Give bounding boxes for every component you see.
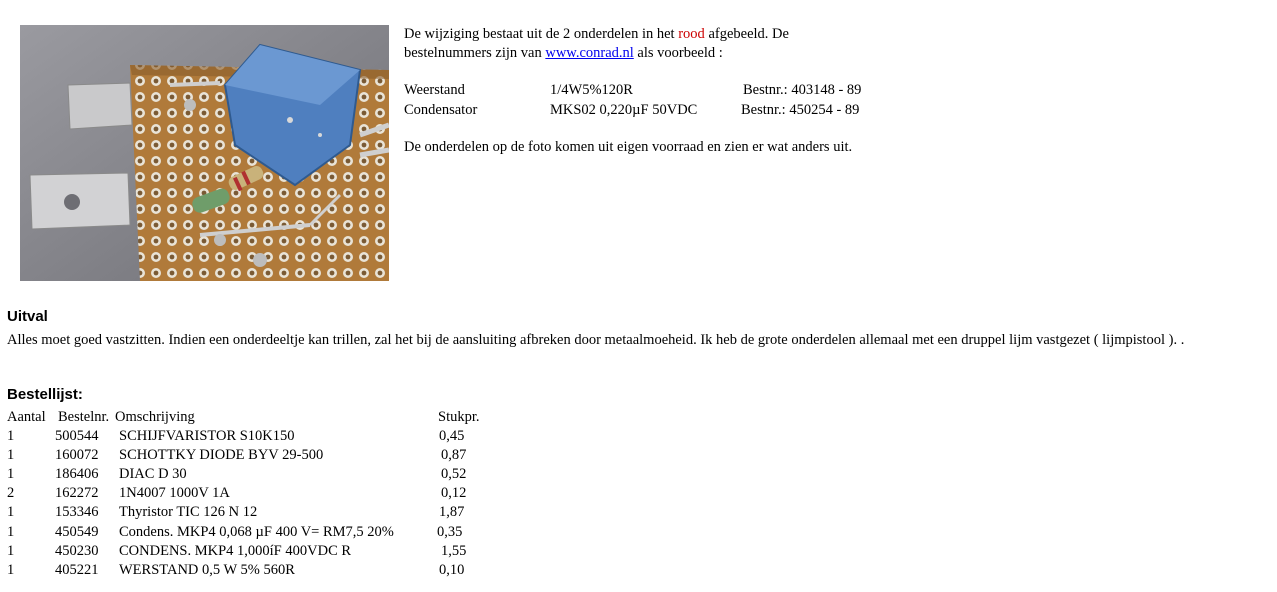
cell-aantal: 1 (7, 504, 15, 521)
bestellijst-heading: Bestellijst: (7, 386, 83, 403)
table-row (7, 562, 527, 581)
highlight-red: rood (678, 26, 705, 42)
cell-aantal: 2 (7, 485, 15, 502)
bestellijst-table (7, 409, 527, 581)
part-name: Condensator (404, 101, 478, 118)
uitval-text: Alles moet goed vastzitten. Indien een onderdeeltje kan trillen, zal het bij de aansluiting afbreken door metaalmoeheid. Ik heb de grote onderdelen allemaal met een druppel lijm vastgezet ( lijmpistool ). . (7, 332, 1185, 348)
table-row (7, 504, 527, 523)
cell-bestelnr: 162272 (55, 485, 99, 502)
cell-aantal: 1 (7, 466, 15, 483)
cell-omschrijving: WERSTAND 0,5 W 5% 560R (119, 561, 295, 578)
cell-aantal: 1 (7, 561, 15, 578)
parts-list (404, 81, 924, 120)
column-header-stukpr: Stukpr. (438, 409, 480, 425)
cell-bestelnr: 500544 (55, 428, 99, 445)
intro-text (404, 25, 1004, 63)
cell-stukpr: 1,87 (439, 504, 465, 521)
cell-aantal: 1 (7, 523, 15, 540)
part-name: Weerstand (404, 82, 465, 98)
cell-aantal: 1 (7, 428, 15, 445)
column-header-omschrijving: Omschrijving (115, 409, 195, 425)
table-row (7, 485, 527, 504)
uitval-heading: Uitval (7, 308, 48, 325)
part-spec: MKS02 0,220µF 50VDC (550, 101, 698, 118)
cell-stukpr: 0,52 (441, 466, 467, 483)
cell-omschrijving: Condens. MKP4 0,068 µF 400 V= RM7,5 20% (119, 523, 394, 540)
column-header-aantal: Aantal (7, 409, 46, 425)
table-row (7, 524, 527, 543)
table-row (7, 428, 527, 447)
table-row (7, 543, 527, 562)
cell-stukpr: 0,45 (439, 428, 465, 445)
photo-note: De onderdelen op de foto komen uit eigen voorraad en zien er wat anders uit. (404, 139, 853, 155)
parts-row (404, 81, 924, 101)
cell-aantal: 1 (7, 542, 15, 559)
parts-row (404, 101, 924, 121)
conrad-link[interactable]: www.conrad.nl (545, 45, 634, 61)
table-row (7, 447, 527, 466)
intro-text-part: als voorbeeld : (633, 45, 723, 61)
cell-stukpr: 0,87 (441, 447, 467, 464)
cell-bestelnr: 160072 (55, 447, 99, 464)
cell-aantal: 1 (7, 447, 15, 464)
circuit-board-photo (20, 25, 389, 281)
cell-omschrijving: Thyristor TIC 126 N 12 (119, 504, 258, 521)
part-order-number: Bestnr.: 450254 - 89 (741, 101, 860, 118)
intro-text-part: De wijziging bestaat uit de 2 onderdelen in het (404, 26, 679, 42)
intro-text-part: afgebeeld. De (704, 26, 789, 42)
cell-bestelnr: 186406 (55, 466, 99, 483)
cell-omschrijving: 1N4007 1000V 1A (119, 485, 230, 502)
intro-text-part: bestelnummers zijn van (404, 45, 546, 61)
cell-stukpr: 0,12 (441, 485, 467, 502)
intro-line-1 (404, 25, 1004, 44)
cell-omschrijving: CONDENS. MKP4 1,000íF 400VDC R (119, 542, 352, 559)
intro-line-2 (404, 44, 1004, 63)
perfboard-illustration (20, 25, 389, 281)
part-spec: 1/4W5%120R (550, 82, 633, 98)
cell-omschrijving: SCHOTTKY DIODE BYV 29-500 (119, 447, 324, 464)
cell-stukpr: 0,35 (437, 523, 463, 540)
cell-bestelnr: 450549 (55, 523, 99, 540)
cell-bestelnr: 153346 (55, 504, 99, 521)
cell-bestelnr: 405221 (55, 561, 99, 578)
cell-stukpr: 1,55 (441, 542, 467, 559)
cell-omschrijving: SCHIJFVARISTOR S10K150 (119, 428, 295, 445)
part-order-number: Bestnr.: 403148 - 89 (743, 82, 862, 98)
column-header-bestelnr: Bestelnr. (58, 409, 110, 425)
cell-stukpr: 0,10 (439, 561, 465, 578)
cell-bestelnr: 450230 (55, 542, 99, 559)
cell-omschrijving: DIAC D 30 (119, 466, 187, 483)
table-header-row (7, 409, 527, 428)
table-row (7, 466, 527, 485)
